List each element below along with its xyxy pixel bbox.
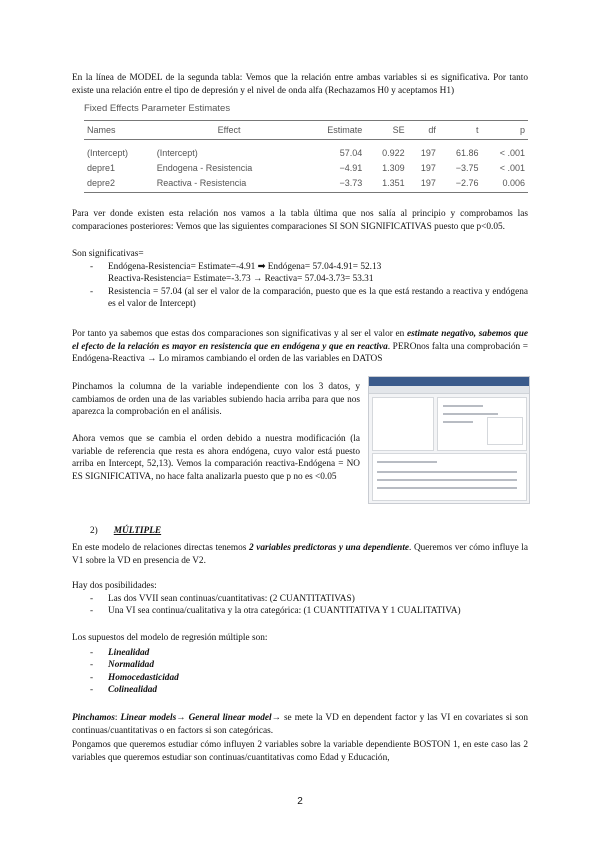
screenshot-line: [443, 413, 498, 415]
significant-item-line1: - Endógena-Resistencia= Estimate=-4.91 ➡ Endógena= 57.04-4.91= 52.13: [108, 261, 382, 272]
assumptions-label: Los supuestos del modelo de regresión múltiple son:: [72, 633, 268, 643]
table-cell: (Intercept): [156, 147, 198, 158]
assumption-text: Linealidad: [108, 647, 150, 658]
text-run-bold: Pinchamos: [72, 713, 115, 723]
text-run: → se mete la VD en dependent factor y las VI en covariates si son continuas/cuantitativas o en factors si son categóricas.: [72, 713, 528, 736]
header-estimate: Estimate: [304, 121, 365, 140]
list-item: - Las dos VVII sean continuas/cuantitativas: (2 CUANTITATIVAS): [90, 593, 528, 606]
screenshot-line: [443, 405, 483, 407]
text-run-bold: estimate negativo, sabemos que el efecto de la relación es mayor en resistencia que en endógena y que en reactiva: [72, 329, 528, 352]
list-item: - Una VI sea continua/cualitativa y la otra categórica: (1 CUANTITATIVA Y 1 CUALITATIVA): [90, 605, 528, 618]
table-cell: 197: [408, 175, 439, 193]
list-item: - Resistencia = 57.04 (al ser el valor de la comparación, puesto que es la que está restando a reactiva y endógena es el valor de Intercept): [90, 286, 528, 311]
assumption-text: Normalidad: [108, 660, 154, 671]
comparisons-paragraph: Para ver donde existen esta relación nos vamos a la tabla última que nos salía al principio y comprobamos las comparaciones posteriores: Vemos que las siguientes comparaciones SI SON SIGNIFICATIVAS puesto que p<0.05.: [72, 209, 528, 232]
steps-paragraph: [72, 712, 528, 737]
table-cell: depre2: [84, 175, 154, 193]
screenshot-toolbar: [369, 386, 529, 394]
table-cell: 197: [420, 147, 436, 158]
section-number: 2): [90, 526, 98, 536]
list-item: [90, 684, 528, 697]
screenshot-data-pane: [372, 397, 434, 451]
text-run-bold: 2 variables predictoras y una dependiente: [249, 543, 410, 553]
screenshot-line: [377, 461, 437, 463]
text-run: . PEROnos falta una comprobación = Endógena-Reactiva → Lo miramos cambiando el orden de las variables en DATOS: [72, 341, 528, 365]
fixed-effects-table: [84, 120, 528, 193]
table-cell: −4.91: [339, 162, 363, 173]
table-row: [84, 140, 528, 161]
table-cell: 1.351: [365, 175, 407, 193]
assumptions-block: [72, 632, 528, 697]
screenshot-titlebar: [369, 377, 529, 386]
text-run: Por tanto ya sabemos que estas dos comparaciones son significativas y al ser el valor en: [72, 329, 408, 339]
table-cell: 57.04: [339, 147, 363, 158]
table-header-row: [84, 121, 528, 140]
table-cell: 197: [420, 162, 436, 173]
example-paragraph: Pongamos que queremos estudiar cómo influyen 2 variables sobre la variable dependiente BOSTON 1, en este caso las 2 variables que queremos estudiar son continuas/cuantitativas como Edad y Educación,: [72, 740, 528, 763]
table-cell: 0.006: [482, 175, 528, 193]
table-cell: Reactiva - Resistencia: [154, 175, 305, 193]
table-cell: < .001: [499, 147, 525, 158]
header-t: t: [439, 121, 482, 140]
result-paragraph: Ahora vemos que se cambia el orden debido a nuestra modificación (la variable de referencia que resta es ahora endógena, cuyo valor está puesto arriba en Intercept, 52,13). Vemos la comparación reactiva-Endógena = NO ES SIGNIFICATIVA, no hace falta analizarla puesto que p no es <0.05: [72, 434, 360, 482]
multiple-intro-paragraph: [72, 542, 528, 567]
table-cell: −2.76: [439, 175, 482, 193]
table-row: [84, 175, 528, 193]
list-item: [90, 672, 528, 685]
text-run: →: [176, 713, 189, 723]
text-run-bold: Linear models: [120, 713, 177, 723]
section-heading: [90, 525, 490, 538]
jamovi-screenshot: [368, 376, 530, 504]
text-run: . Queremos ver cómo influye la V1 sobre la VD en presencia de V2.: [72, 543, 528, 566]
text-run-bold: General linear model: [188, 713, 272, 723]
text-run: En este modelo de relaciones directas tenemos: [72, 543, 249, 553]
header-se: SE: [365, 121, 407, 140]
table-cell: (Intercept): [87, 147, 129, 158]
section-title: MÚLTIPLE: [113, 526, 162, 536]
list-item: [90, 647, 528, 660]
possibilities-block: [72, 580, 528, 618]
table-cell: 1.309: [382, 162, 405, 173]
significant-item-line2: Reactiva-Resistencia= Estimate=-3.73 → Reactiva= 57.04-3.73= 53.31: [108, 274, 374, 285]
table-cell: −3.75: [455, 162, 479, 173]
table-cell: < .001: [499, 162, 525, 173]
table-row: [84, 160, 528, 175]
significant-label: Son significativas=: [72, 249, 144, 259]
assumption-text: Colinealidad: [108, 685, 158, 696]
screenshot-line: [377, 479, 517, 481]
significant-list: [72, 248, 528, 311]
table-cell: 0.922: [382, 147, 405, 158]
text-run: :: [114, 713, 121, 723]
table-cell: 61.86: [456, 147, 479, 158]
header-names: Names: [84, 121, 154, 140]
list-item: [90, 261, 528, 286]
table-cell: depre1: [87, 162, 116, 173]
table-cell: Endogena - Resistencia: [156, 162, 253, 173]
header-effect: Effect: [154, 121, 305, 140]
conclusion-paragraph: [72, 328, 528, 366]
list-item: [90, 659, 528, 672]
header-df: df: [408, 121, 439, 140]
screenshot-line: [377, 487, 517, 489]
intro-paragraph: En la línea de MODEL de la segunda tabla: Vemos que la relación entre ambas variables si es significativa. Por tanto existe una relación entre el tipo de depresión y el nivel de onda alfa (Rechazamos H0 y aceptamos H1): [72, 73, 528, 96]
screenshot-line: [443, 421, 473, 423]
table-cell: −3.73: [304, 175, 365, 193]
instruction-paragraph: Pinchamos la columna de la variable independiente con los 3 datos, y cambiamos de orden una de las variables subiendo hacia arriba para que nos aparezca la comprobación en el análisis.: [72, 382, 360, 418]
assumption-text: Homocedasticidad: [108, 672, 179, 683]
screenshot-popup: [487, 417, 523, 445]
possibilities-label: Hay dos posibilidades:: [72, 581, 157, 591]
header-p: p: [482, 121, 528, 140]
screenshot-line: [377, 471, 517, 473]
table-title: Fixed Effects Parameter Estimates: [84, 103, 231, 114]
page-number: 2: [297, 796, 303, 807]
